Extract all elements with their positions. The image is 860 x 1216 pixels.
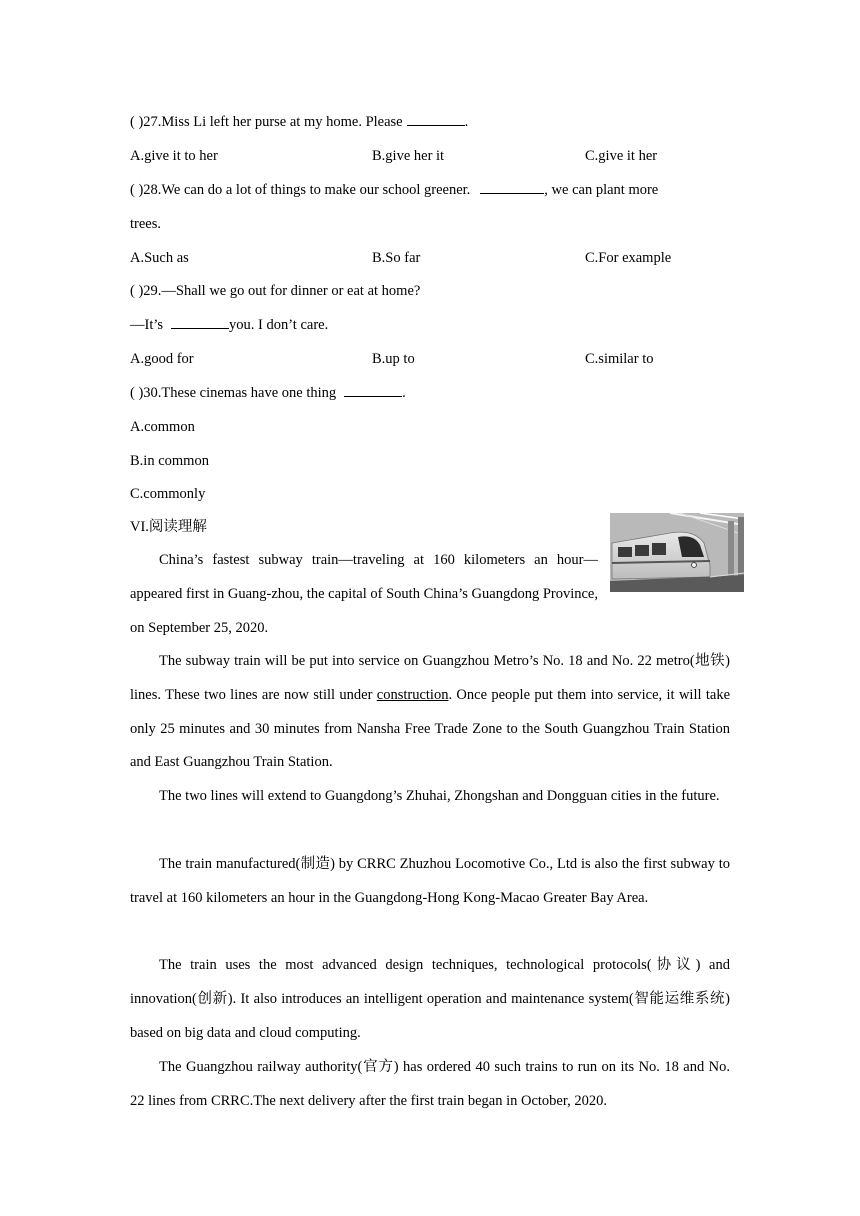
passage-paragraph-6: The Guangzhou railway authority(官方) has ordered 40 such trains to run on its No. 18 and No. 22 lines from CRRC.The next delivery after the first train began in October, 2020. [130,1059,730,1109]
question-29: ( )29.—Shall we go out for dinner or eat at home? [130,283,421,299]
option-b: B.So far [372,250,421,266]
answer-blank [344,384,402,397]
option-b: B.up to [372,351,415,367]
underlined-word: construction [376,686,449,703]
option-a: A.Such as [130,250,189,266]
section-title: VI.阅读理解 [130,519,207,535]
subway-train-icon [610,513,744,592]
option-a: A.common [130,419,195,435]
subway-train-photo [610,513,744,592]
passage-paragraph-5: The train uses the most advanced design techniques, technological protocols(协议) and innovation(创新). It also introduces an intelligent operation and maintenance system(智能运维系统) based on big data and cloud computing. [130,957,730,1041]
option-b: B.in common [130,453,209,469]
option-c: C.give it her [585,148,658,164]
option-c: C.commonly [130,486,206,502]
question-27: ( )27.Miss Li left her purse at my home. Please . [130,114,469,130]
option-a: A.give it to her [130,148,218,164]
answer-blank [480,181,544,194]
question-28: ( )28.We can do a lot of things to make our school greener. , we can plant more [130,182,659,198]
passage-paragraph-1: China’s fastest subway train—traveling at 160 kilometers an hour—appeared first in Guang-zhou, the capital of South China’s Guangdong Province, on September 25, 2020. [130,552,598,636]
question-30: ( )30.These cinemas have one thing . [130,385,406,401]
question-28-continued: trees. [130,216,161,232]
answer-blank [171,316,229,329]
option-a: A.good for [130,351,194,367]
question-29-reply: —It’s you. I don’t care. [130,317,329,333]
answer-blank [407,113,465,126]
option-c: C.For example [585,250,672,266]
passage-paragraph-3: The two lines will extend to Guangdong’s Zhuhai, Zhongshan and Dongguan cities in the future. [159,788,720,804]
option-c: C.similar to [585,351,654,367]
option-b: B.give her it [372,148,445,164]
passage-paragraph-2: The subway train will be put into service on Guangzhou Metro’s No. 18 and No. 22 metro(地铁) lines. These two lines are now still under construction. Once people put them into service, it will take only 25 minutes and 30 minutes from Nansha Free Trade Zone to the South Guangzhou Train Station and East Guangzhou Train Station. [130,653,730,771]
passage-paragraph-4: The train manufactured(制造) by CRRC Zhuzhou Locomotive Co., Ltd is also the first subway to travel at 160 kilometers an hour in the Guangdong-Hong Kong-Macao Greater Bay Area. [130,856,730,906]
